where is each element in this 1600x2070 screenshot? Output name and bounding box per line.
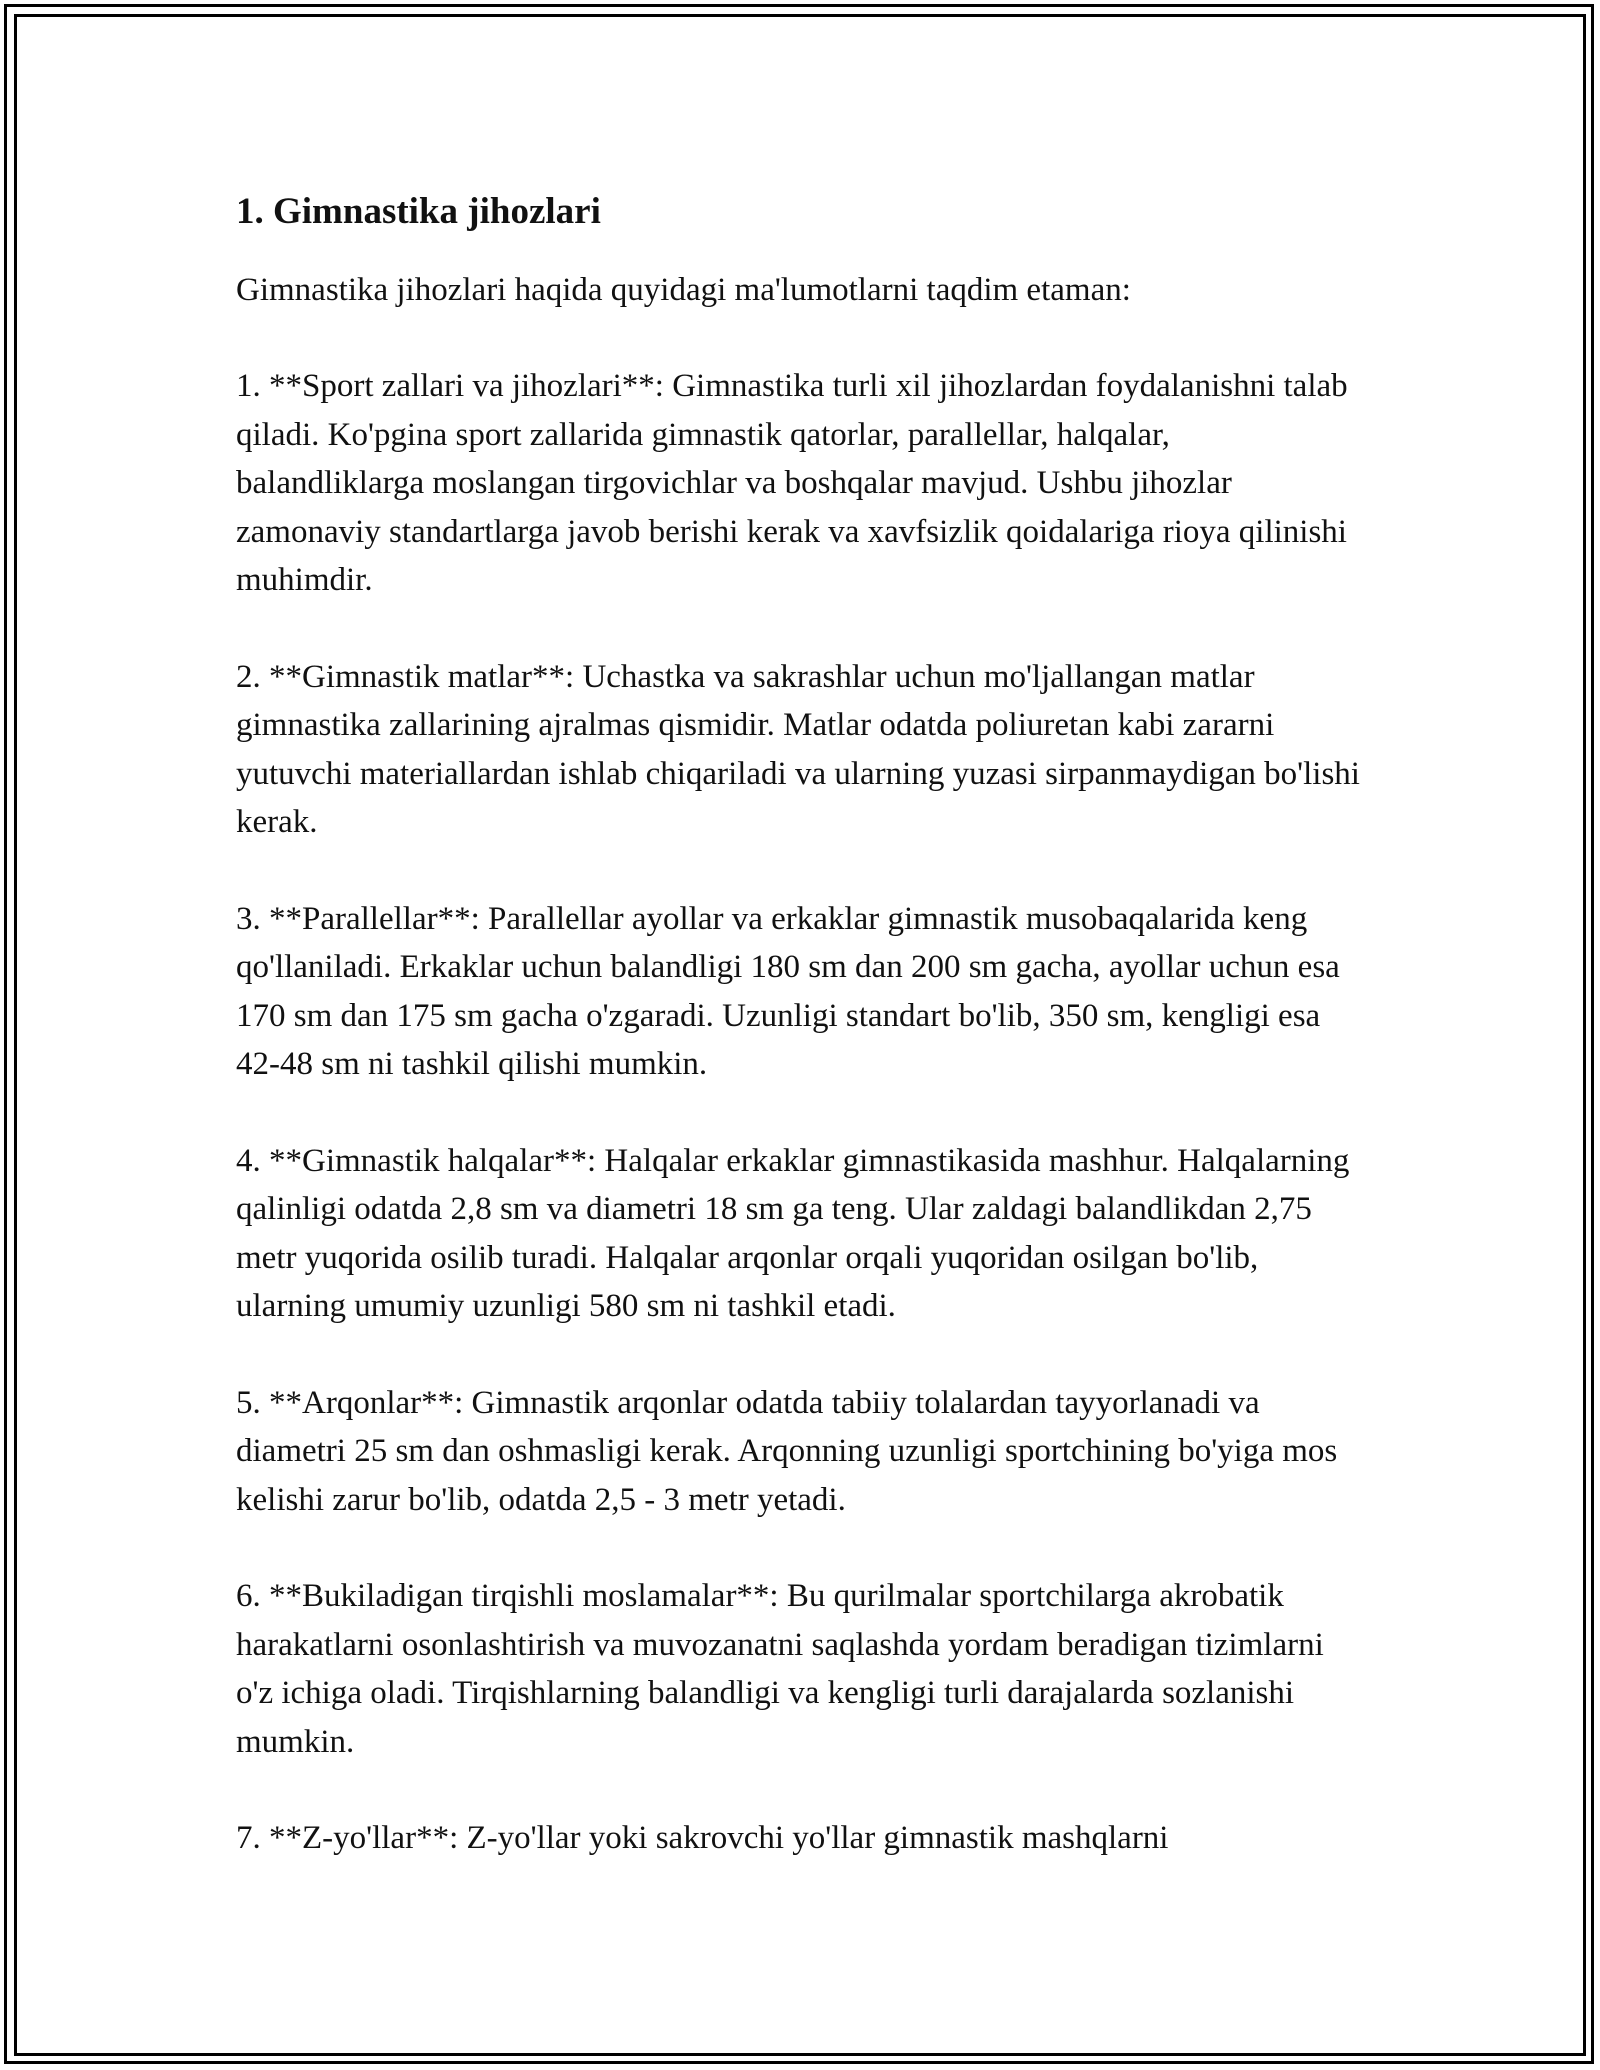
list-item-4: 4. **Gimnastik halqalar**: Halqalar erkaklar gimnastikasida mashhur. Halqalarning qalinligi odatda 2,8 sm va diametri 18 sm ga teng. Ular zaldagi balandlikdan 2,75 metr yuqorida osilib turadi. Halqalar arqonlar orqali yuqoridan osilgan bo'lib, ularning umumiy uzunligi 580 sm ni tashkil etadi. bbox=[236, 1142, 1350, 1324]
document-title: 1. Gimnastika jihozlari bbox=[236, 191, 601, 232]
document-body bbox=[236, 188, 1366, 1911]
list-item-6: 6. **Bukiladigan tirqishli moslamalar**: Bu qurilmalar sportchilarga akrobatik harakatlarni osonlashtirish va muvozanatni saqlashda yordam beradigan tizimlarni o'z ichiga oladi. Tirqishlarning balandligi va kengligi turli darajalarda sozlanishi mumkin. bbox=[236, 1578, 1324, 1760]
list-item-3: 3. **Parallellar**: Parallellar ayollar va erkaklar gimnastik musobaqalarida keng qo'llaniladi. Erkaklar uchun balandligi 180 sm dan 200 sm gacha, ayollar uchun esa 170 sm dan 175 sm gacha o'zgaradi. Uzunligi standart bo'lib, 350 sm, kengligi esa 42-48 sm ni tashkil qilishi mumkin. bbox=[236, 900, 1340, 1082]
list-item-2: 2. **Gimnastik matlar**: Uchastka va sakrashlar uchun mo'ljallangan matlar gimnastika zallarining ajralmas qismidir. Matlar odatda poliuretan kabi zararni yutuvchi materiallardan ishlab chiqariladi va ularning yuzasi sirpanmaydigan bo'lishi kerak. bbox=[236, 658, 1360, 840]
list-item-1: 1. **Sport zallari va jihozlari**: Gimnastika turli xil jihozlardan foydalanishni talab qiladi. Ko'pgina sport zallarida gimnastik qatorlar, parallellar, halqalar, balandliklarga moslangan tirgovichlar va boshqalar mavjud. Ushbu jihozlar zamonaviy standartlarga javob berishi kerak va xavfsizlik qoidalariga rioya qilinishi muhimdir. bbox=[236, 368, 1348, 598]
list-item-5: 5. **Arqonlar**: Gimnastik arqonlar odatda tabiiy tolalardan tayyorlanadi va diametri 25 sm dan oshmasligi kerak. Arqonning uzunligi sportchining bo'yiga mos kelishi zarur bo'lib, odatda 2,5 - 3 metr yetadi. bbox=[236, 1384, 1338, 1518]
list-item-7: 7. **Z-yo'llar**: Z-yo'llar yoki sakrovchi yo'llar gimnastik mashqlarni bbox=[236, 1820, 1169, 1856]
intro-paragraph: Gimnastika jihozlari haqida quyidagi ma'lumotlarni taqdim etaman: bbox=[236, 272, 1131, 308]
